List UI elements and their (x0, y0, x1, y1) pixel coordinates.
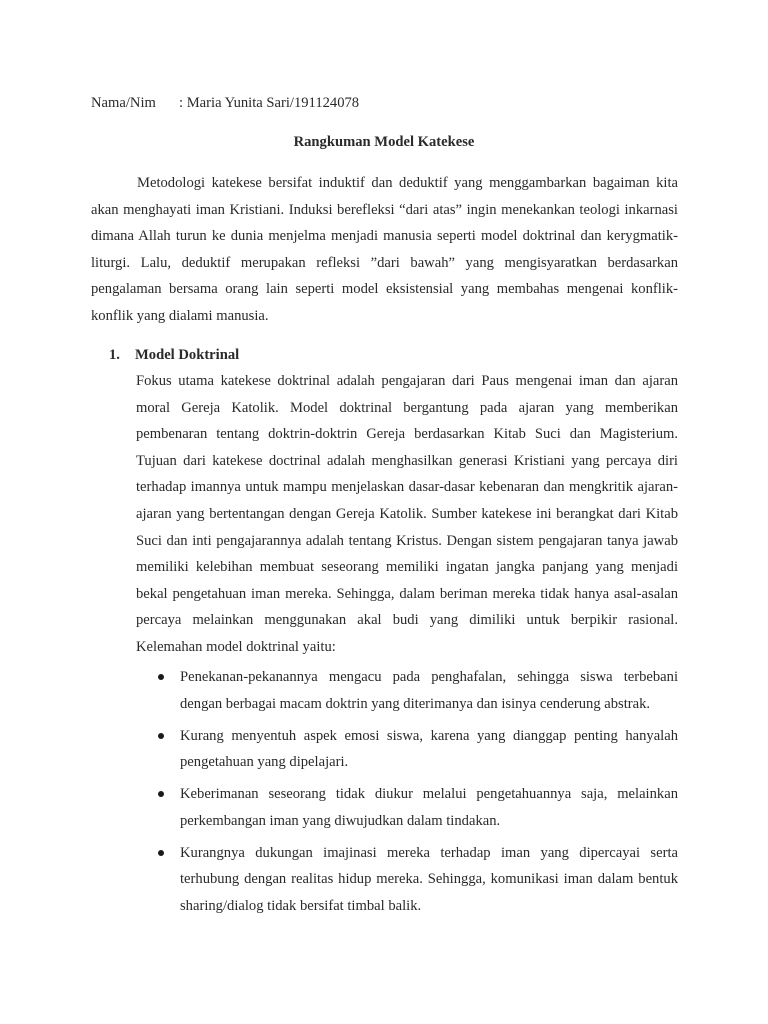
bullet-icon (158, 791, 164, 797)
name-nim-label: Nama/Nim (91, 95, 156, 111)
list-item-text: Kurang menyentuh aspek emosi siswa, karena yang dianggap penting hanyalah pengetahuan yang dipelajari. (180, 727, 678, 770)
student-info-line (91, 93, 359, 113)
list-item-text: Kurangnya dukungan imajinasi mereka terhadap iman yang dipercayai serta terhubung dengan realitas hidup mereka. Sehingga, komunikasi iman dalam bentuk sharing/dialog tidak bersifat timbal balik. (180, 844, 678, 914)
section-heading (109, 345, 239, 365)
section-number: 1. (109, 347, 120, 363)
section-paragraph: Fokus utama katekese doktrinal adalah pengajaran dari Paus mengenai iman dan ajaran moral Gereja Katolik. Model doktrinal bergantung pada ajaran yang memberikan pembenaran tentang doktrin-doktrin Gereja berdasarkan Kitab Suci dan Magisterium. Tujuan dari katekese doctrinal adalah menghasilkan generasi Kristiani yang percaya diri terhadap imannya untuk mampu menjelaskan dasar-dasar kebenaran dan mengkritik ajaran-ajaran yang bertentangan dengan Gereja Katolik. Sumber katekese ini berangkat dari Kitab Suci dan inti pengajarannya adalah tentang Kristus. Dengan sistem pengajaran tanya jawab memiliki kelebihan membuat seseorang memiliki ingatan jangka panjang yang menjadi bekal pengetahuan iman mereka. Sehingga, dalam beriman mereka tidak hanya asal-asalan percaya melainkan menggunakan akal budi yang dimiliki untuk berpikir rasional. Kelemahan model doktrinal yaitu: (136, 373, 678, 655)
list-item (136, 664, 678, 717)
list-item-text: Keberimanan seseorang tidak diukur melalui pengetahuannya saja, melainkan perkembangan iman yang diwujudkan dalam tindakan. (180, 786, 678, 829)
list-item-text: Penekanan-pekanannya mengacu pada penghafalan, sehingga siswa terbebani dengan berbagai macam doktrin yang diterimanya dan isinya cenderung abstrak. (180, 669, 678, 712)
intro-paragraph: Metodologi katekese bersifat induktif dan deduktif yang menggambarkan bagaiman kita akan menghayati iman Kristiani. Induksi berefleksi “dari atas” ingin menekankan teologi inkarnasi dimana Allah turun ke dunia menjelma menjadi manusia seperti model doktrinal dan kerygmatik-liturgi. Lalu, deduktif merupakan refleksi ”dari bawah” yang mengisyaratkan berdasarkan pengalaman bersama orang lain seperti model eksistensial yang membahas mengenai konflik-konflik yang dialami manusia. (91, 175, 678, 324)
list-item (136, 781, 678, 834)
name-nim-value: : Maria Yunita Sari/191124078 (179, 95, 360, 111)
section-title: Model Doktrinal (135, 347, 240, 363)
bullet-icon (158, 850, 164, 856)
list-item (136, 840, 678, 920)
bullet-icon (158, 733, 164, 739)
bullet-icon (158, 674, 164, 680)
list-item (136, 723, 678, 776)
document-title: Rangkuman Model Katekese (293, 134, 475, 150)
weakness-list (136, 664, 678, 925)
